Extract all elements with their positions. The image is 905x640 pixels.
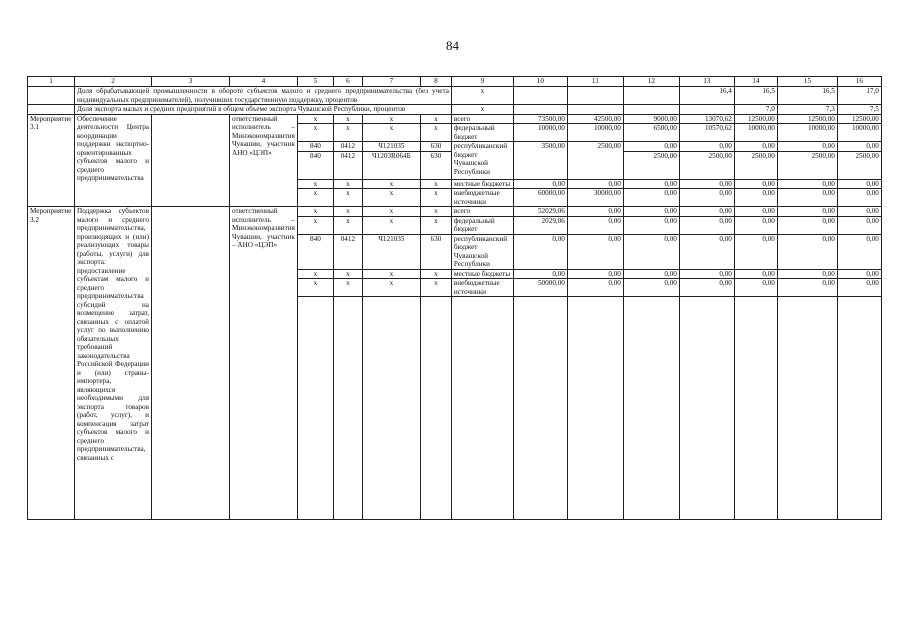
indicator-value: 17,0 [837,87,881,105]
funding-source: внебюджетные источники [451,189,513,207]
expense-type-code: 630 [420,234,451,269]
target-article-code: х [362,207,420,217]
funding-value [567,151,623,179]
funding-value: 0,00 [679,269,734,279]
grbs-code: х [297,189,333,207]
empty-cell [420,297,451,520]
funding-value [513,151,567,179]
empty-cell [297,297,333,520]
funding-value: 2500,00 [679,151,734,179]
funding-value: 0,00 [837,179,881,189]
measure-row [28,114,882,124]
indicator-value: 16,4 [679,87,734,105]
column-number: 1 [28,77,75,87]
funding-value: 13070,62 [679,114,734,124]
funding-value: 0,00 [513,234,567,269]
funding-value: 0,00 [837,279,881,297]
expense-type-code: 630 [420,151,451,179]
indicator-value: 16,5 [734,87,777,105]
empty-cell [152,114,230,207]
column-number: 4 [230,77,298,87]
program-table [27,76,882,520]
funding-value: 0,00 [567,279,623,297]
funding-value: 12500,00 [734,114,777,124]
empty-cell [362,297,420,520]
grbs-code: х [297,207,333,217]
indicator-value [623,87,679,105]
funding-value: 0,00 [837,216,881,234]
empty-cell [451,297,513,520]
funding-value: 0,00 [734,189,777,207]
indicator-mark: х [451,105,513,115]
empty-cell [333,297,362,520]
column-number: 13 [679,77,734,87]
target-article-code: х [362,114,420,124]
section-code: х [333,207,362,217]
indicator-value: 7,3 [777,105,837,115]
funding-value: 12500,00 [837,114,881,124]
column-number: 8 [420,77,451,87]
funding-value: 6500,00 [623,124,679,142]
funding-value: 0,00 [777,207,837,217]
funding-value: 0,00 [567,207,623,217]
indicator-value [513,105,567,115]
column-number: 5 [297,77,333,87]
funding-value: 0,00 [623,279,679,297]
funding-value: 0,00 [679,189,734,207]
funding-source: всего [451,207,513,217]
target-article-code: х [362,189,420,207]
funding-value: 0,00 [679,207,734,217]
funding-value: 0,00 [623,179,679,189]
indicator-value [567,105,623,115]
target-article-code: х [362,124,420,142]
indicator-mark: х [451,87,513,105]
measure-description: Обеспечение деятельности Центра координации поддержки экспортно-ориентированных субъектов малого и среднего предпринимательства [75,114,152,207]
grbs-code: х [297,279,333,297]
expense-type-code: х [420,124,451,142]
column-number: 16 [837,77,881,87]
empty-cell [837,297,881,520]
section-code: х [333,269,362,279]
measure-description: Поддержка субъектов малого и среднего предпринимательства, производящих и (или) реализующих товары (работы, услуги) для экспорта: предоставление субъектам малого и среднего предпринимательства субсидий на возмещение затрат, связанных с оплатой услуг по выполнению обязательных требований законодательства Российской Федерации и (или) страны-импортера, являющихся необходимыми для экспорта товаров (работ, услуг), и компенсация затрат субъектов малого и среднего предпринимательства, связанных с [75,207,152,520]
measure-name: Мероприятие 3.1 [28,114,75,207]
expense-type-code: х [420,216,451,234]
indicator-value: 7,0 [734,105,777,115]
column-number-row [28,77,882,87]
empty-cell [28,87,75,105]
funding-value: 0,00 [623,207,679,217]
funding-value: 0,00 [734,207,777,217]
funding-value: 0,00 [567,179,623,189]
funding-value: 12500,00 [777,114,837,124]
funding-value: 0,00 [777,189,837,207]
funding-value: 60000,00 [513,189,567,207]
column-number: 7 [362,77,420,87]
funding-value: 0,00 [679,216,734,234]
funding-value: 0,00 [567,216,623,234]
funding-source: федеральный бюджет [451,124,513,142]
measure-row [28,207,882,217]
grbs-code: х [297,179,333,189]
section-code: х [333,179,362,189]
empty-cell [623,297,679,520]
funding-source: местные бюджеты [451,269,513,279]
funding-value: 0,00 [734,279,777,297]
funding-value: 0,00 [777,269,837,279]
empty-cell [513,297,567,520]
column-number: 9 [451,77,513,87]
funding-value: 0,00 [513,179,567,189]
funding-value: 0,00 [777,179,837,189]
indicator-row [28,105,882,115]
funding-value: 10570,62 [679,124,734,142]
funding-value: 0,00 [679,142,734,152]
funding-source: всего [451,114,513,124]
indicator-value [623,105,679,115]
empty-cell [777,297,837,520]
funding-value: 10000,00 [734,124,777,142]
funding-value: 2029,06 [513,216,567,234]
indicator-value: 7,5 [837,105,881,115]
funding-value: 3500,00 [513,142,567,152]
section-code: х [333,279,362,297]
funding-value: 0,00 [623,216,679,234]
column-number: 15 [777,77,837,87]
page-number: 84 [446,38,459,53]
column-number: 3 [152,77,230,87]
target-article-code: Ч1203R064Б [362,151,420,179]
funding-value: 0,00 [679,179,734,189]
target-article-code: х [362,179,420,189]
grbs-code: 840 [297,151,333,179]
funding-value: 73500,00 [513,114,567,124]
funding-value: 0,00 [837,234,881,269]
indicator-value [513,87,567,105]
funding-value: 0,00 [679,234,734,269]
funding-value: 0,00 [679,279,734,297]
section-code: х [333,189,362,207]
column-number: 6 [333,77,362,87]
column-number: 2 [75,77,152,87]
funding-value: 0,00 [734,234,777,269]
empty-cell [152,207,230,520]
section-code: х [333,124,362,142]
indicator-value: 16,5 [777,87,837,105]
funding-value: 9000,00 [623,114,679,124]
empty-cell [28,105,75,115]
funding-value: 52029,06 [513,207,567,217]
column-number: 11 [567,77,623,87]
funding-value: 2500,00 [777,151,837,179]
funding-value: 0,00 [837,207,881,217]
expense-type-code: х [420,189,451,207]
indicator-text: Доля экспорта малых и средних предприятий в общем объеме экспорта Чувашской Республики, процентов [75,105,452,115]
funding-value: 0,00 [567,269,623,279]
empty-cell [679,297,734,520]
funding-value: 0,00 [734,216,777,234]
grbs-code: 840 [297,234,333,269]
empty-cell [734,297,777,520]
funding-value: 50000,00 [513,279,567,297]
funding-value: 0,00 [777,234,837,269]
funding-source: республиканский бюджет Чувашской Республики [451,234,513,269]
column-number: 12 [623,77,679,87]
funding-value: 0,00 [837,142,881,152]
funding-source: федеральный бюджет [451,216,513,234]
funding-value: 0,00 [513,269,567,279]
column-number: 10 [513,77,567,87]
funding-value: 30000,00 [567,189,623,207]
funding-value: 2500,00 [567,142,623,152]
funding-source: местные бюджеты [451,179,513,189]
funding-value: 42500,00 [567,114,623,124]
indicator-row [28,87,882,105]
funding-value: 0,00 [734,179,777,189]
grbs-code: х [297,114,333,124]
column-number: 14 [734,77,777,87]
funding-value: 0,00 [623,234,679,269]
expense-type-code: х [420,114,451,124]
grbs-code: х [297,269,333,279]
section-code: 0412 [333,142,362,152]
funding-value: 2500,00 [623,151,679,179]
section-code: х [333,216,362,234]
funding-value: 0,00 [623,142,679,152]
measure-name: Мероприятие 3.2 [28,207,75,520]
expense-type-code: х [420,179,451,189]
funding-value: 2500,00 [734,151,777,179]
grbs-code: 840 [297,142,333,152]
indicator-text: Доля обрабатывающей промышленности в обороте субъектов малого и среднего предпринимательства (без учета индивидуальных предпринимателей), получивших государственную поддержку, процентов [75,87,452,105]
grbs-code: х [297,216,333,234]
expense-type-code: х [420,269,451,279]
measure-executor: ответственный исполнитель – Минэкономразвития Чувашии, участник АНО «ЦЭП» [230,114,298,207]
funding-value: 2500,00 [837,151,881,179]
expense-type-code: 630 [420,142,451,152]
funding-value: 0,00 [623,189,679,207]
funding-source: внебюджетные источники [451,279,513,297]
target-article-code: Ч121035 [362,142,420,152]
target-article-code: Ч121035 [362,234,420,269]
funding-value: 0,00 [777,216,837,234]
funding-value: 0,00 [623,269,679,279]
funding-value: 0,00 [734,142,777,152]
target-article-code: х [362,279,420,297]
funding-value: 10000,00 [567,124,623,142]
funding-value: 0,00 [837,269,881,279]
section-code: х [333,114,362,124]
indicator-value [679,105,734,115]
measure-executor: ответственный исполнитель – Минэкономразвития Чувашии, участник – АНО «ЦЭП» [230,207,298,520]
target-article-code: х [362,216,420,234]
grbs-code: х [297,124,333,142]
funding-value: 10000,00 [513,124,567,142]
funding-source: республиканский бюджет Чувашской Республики [451,142,513,180]
funding-value: 0,00 [567,234,623,269]
expense-type-code: х [420,279,451,297]
empty-cell [567,297,623,520]
section-code: 0412 [333,151,362,179]
funding-value: 10000,00 [837,124,881,142]
expense-type-code: х [420,207,451,217]
section-code: 0412 [333,234,362,269]
funding-value: 10000,00 [777,124,837,142]
funding-value: 0,00 [777,279,837,297]
indicator-value [567,87,623,105]
funding-value: 0,00 [837,189,881,207]
funding-value: 0,00 [777,142,837,152]
funding-value: 0,00 [734,269,777,279]
target-article-code: х [362,269,420,279]
